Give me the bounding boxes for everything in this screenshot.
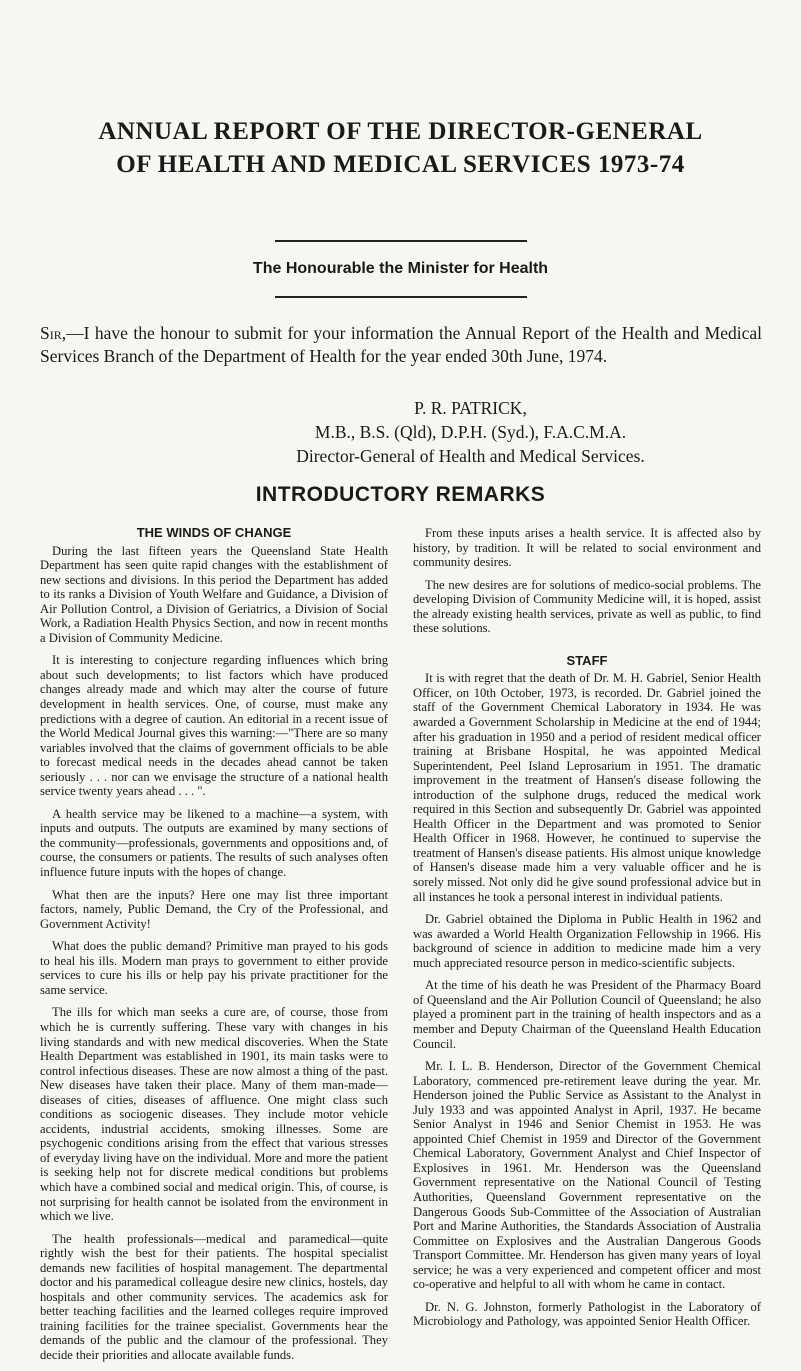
- divider-top: [275, 240, 527, 242]
- paragraph: The new desires are for solutions of medico-social problems. The developing Division of Community Medicine will, it is hoped, assist the already existing health services, private as well as public, to find these solutions.: [413, 577, 761, 636]
- paragraph: Mr. I. L. B. Henderson, Director of the Government Chemical Laboratory, commenced pre-retirement leave during the year. Mr. Henderson joined the Public Service as Assistant to the Analyst in July 1933 and was appointed Analyst in April, 1937. He became Senior Analyst in 1946 and Senior Chemist in 1953. He was appointed Chief Chemist in 1959 and Director of the Government Chemical Laboratory, Government Analyst and Chief Inspector of Explosives in 1961. Mr. Henderson was the Queensland Government representative on the National Council of Testing Authorities, Queensland Government representative on the Dangerous Goods Sub-Committee of the Association of Australian Port and Marine Authorities, the Standards Association of Australia Committee on Explosives and the Australian Dangerous Goods Transport Committee. Mr. Henderson has given many years of loyal service; he was a very experienced and competent officer and most co-operative and helpful to all with whom he came in contact.: [413, 1059, 761, 1292]
- paragraph: The health professionals—medical and paramedical—quite rightly wish the best for their patients. The hospital specialist demands new facilities of hospital management. The departmental doctor and his paramedical colleague desire new clinics, hostels, day hospitals and other community services. The academics ask for better teaching facilities and the learned colleges require improved training facilities for the trainee specialist. Governments hear the demands of the public and the clamour of the professional. They decide their priorities and allocate available funds.: [40, 1231, 388, 1362]
- paragraph: What does the public demand? Primitive man prayed to his gods to heal his ills. Modern man prays to government to either provide services to cure his ills or help pay his private practitioner for the same service.: [40, 939, 388, 997]
- divider-bottom: [275, 296, 527, 298]
- paragraph: It is interesting to conjecture regarding influences which bring about such developments; to list factors which have produced changes already made and which may alter the course of future development in health services. One, of course, must make any predictions with a degree of caution. An editorial in a recent issue of the World Medical Journal gives this warning:—"There are so many variables involved that the claims of government officials to be able to forecast medical needs in the decades ahead cannot be taken seriously . . . nor can we envisage the structure of a national health service twenty years ahead . . . ".: [40, 653, 388, 799]
- signatory-name: P. R. PATRICK,: [414, 398, 527, 418]
- signatory-title: Director-General of Health and Medical Services.: [296, 446, 645, 466]
- paragraph: It is with regret that the death of Dr. M. H. Gabriel, Senior Health Officer, on 10th October, 1973, is recorded. Dr. Gabriel joined the staff of the Government Chemical Laboratory in 1934. He was awarded a Government Scholarship in Medicine at the end of 1944; after his graduation in 1950 and a period of resident medical officer training at Brisbane Hospital, he was appointed Medical Superintendent, Peel Island Leprosarium in 1951. The dramatic improvement in the treatment of Hansen's disease following the introduction of the sulphone drugs, reduced the medical work required in this Section and subsequently Dr. Gabriel was appointed Health Officer in the Department and was promoted to Senior Health Officer in 1968. However, he continued to supervise the treatment of Hansen's disease patients. His almost unique knowledge of Hansen's disease made him a very valuable officer and he is sorely missed. Not only did he give sound professional advice but in all instances he took a personal interest in individual patients.: [413, 671, 761, 904]
- paragraph: A health service may be likened to a machine—a system, with inputs and outputs. The outputs are examined by many sections of the community—professionals, governments and oppositions and, of course, the consumers or patients. The results of such analyses often influence future inputs with the hopes of change.: [40, 806, 388, 880]
- letter-body: [40, 322, 762, 368]
- salutation: Sir,: [40, 323, 67, 343]
- right-column: [413, 526, 761, 1337]
- addressee: The Honourable the Minister for Health: [252, 260, 549, 277]
- paragraph: Dr. N. G. Johnston, formerly Pathologist in the Laboratory of Microbiology and Pathology, was appointed Senior Health Officer.: [413, 1299, 761, 1329]
- left-column: [40, 526, 388, 1371]
- report-title-line-1: ANNUAL REPORT OF THE DIRECTOR-GENERAL: [98, 118, 703, 145]
- paragraph: The ills for which man seeks a cure are, of course, those from which he is currently suffering. These vary with changes in his living standards and with new medical discoveries. When the State Health Department was established in 1901, its main tasks were to control infectious diseases. These are now almost a thing of the past. New diseases have taken their place. Many of them man-made—diseases of cities, diseases of affluence. One might class such conditions as sociogenic diseases. They include motor vehicle accidents, industrial accidents, smoking illnesses. Some are psychogenic conditions arising from the effect that various stresses of everyday living have on the individual. More and more the patient is seeking help not for discrete medical conditions but problems which have a combined social and medical origin. This, of course, is not surprising for health cannot be isolated from the environment in which we live.: [40, 1005, 388, 1224]
- paragraph: At the time of his death he was President of the Pharmacy Board of Queensland and the Air Pollution Council of Queensland; he also played a prominent part in the training of health inspectors and as a member and Deputy Chairman of the Queensland Health Education Council.: [413, 978, 761, 1051]
- section-heading: INTRODUCTORY REMARKS: [255, 483, 546, 506]
- paragraph: During the last fifteen years the Queensland State Health Department has seen quite rapid changes with the establishment of new sections and divisions. In this period the Department has added to its ranks a Division of Youth Welfare and Guidance, a Division of Air Pollution Control, a Division of Geriatrics, a Division of Social Work, a Radiation Health Physics Section, and now in recent months a Division of Community Medicine.: [40, 543, 388, 645]
- paragraph: From these inputs arises a health service. It is affected also by history, by tradition. It will be related to social environment and community desires.: [413, 526, 761, 570]
- paragraph: What then are the inputs? Here one may list three important factors, namely, Public Demand, the Cry of the Professional, and Government Activity!: [40, 887, 388, 931]
- report-title-line-2: OF HEALTH AND MEDICAL SERVICES 1973-74: [116, 151, 685, 178]
- subheading-winds-of-change: THE WINDS OF CHANGE: [136, 525, 292, 540]
- signatory-degrees: M.B., B.S. (Qld), D.P.H. (Syd.), F.A.C.M.A.: [314, 422, 627, 442]
- paragraph: Dr. Gabriel obtained the Diploma in Public Health in 1962 and was awarded a World Health Organization Fellowship in 1966. His background of science in addition to medicine made him a very much appreciated resource person in medico-scientific subjects.: [413, 912, 761, 970]
- subheading-staff: STAFF: [566, 652, 608, 668]
- letter-text: —I have the honour to submit for your information the Annual Report of the Health and Medical Services Branch of the Department of Health for the year ended 30th June, 1974.: [40, 323, 762, 366]
